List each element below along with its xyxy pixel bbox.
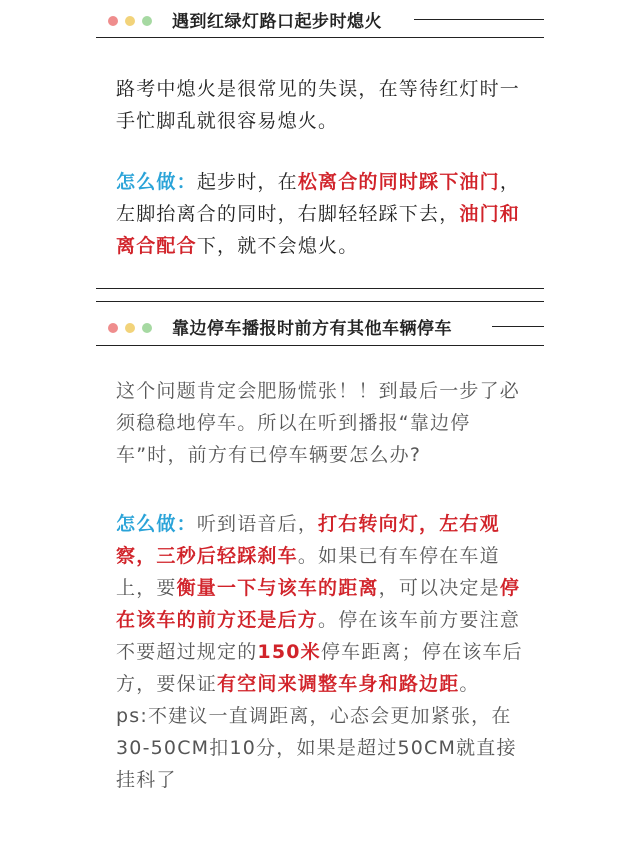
howto-text: 。: [459, 673, 480, 695]
howto-highlight: 150米: [257, 641, 321, 663]
howto-text: 。停在该车前方要注意不要超过规定的: [116, 609, 521, 663]
green-dot-icon: [142, 16, 152, 26]
red-dot-icon: [108, 16, 118, 26]
howto-text: 起步时，在: [196, 171, 298, 193]
section2-underline: [96, 345, 544, 346]
section1-intro: [116, 73, 536, 137]
red-dot-icon: [108, 323, 118, 333]
section1-intro-text: 路考中熄火是很常见的失误，在等待红灯时一手忙脚乱就很容易熄火。: [116, 78, 521, 132]
howto-text: ，可以决定是: [378, 577, 500, 599]
section1-header: [96, 4, 544, 34]
ps-note: ps:不建议一直调距离，心态会更加紧张，在30-50CM扣10分，如果是超过50CM就直接挂科了: [116, 705, 517, 791]
header-divider: [492, 326, 544, 327]
howto-text: 。如果已有车停在车道上，要: [116, 545, 500, 599]
section1-underline: [96, 37, 544, 38]
howto-highlight: 油门和离合配合: [116, 203, 521, 257]
section2-title: 靠边停车播报时前方有其他车辆停车: [172, 319, 452, 339]
howto-label: 怎么做：: [116, 513, 197, 535]
section2-header: [96, 311, 544, 341]
yellow-dot-icon: [125, 323, 135, 333]
section1-howto: [116, 166, 536, 262]
howto-highlight: 打右转向灯，左右观察，三秒后轻踩刹车: [116, 513, 500, 567]
howto-text: ，左脚抬离合的同时，右脚轻轻踩下去，: [116, 171, 521, 225]
section-divider-top: [96, 288, 544, 289]
howto-text: 听到语音后，: [196, 513, 319, 535]
section1-title: 遇到红绿灯路口起步时熄火: [172, 12, 382, 32]
section2-howto: [116, 508, 536, 796]
header-divider: [414, 19, 544, 20]
howto-text: 停车距离；停在该车后方，要保证: [116, 641, 523, 695]
howto-highlight: 松离合的同时踩下油门: [297, 171, 500, 193]
howto-highlight: 有空间来调整车身和路边距: [217, 673, 460, 695]
howto-label: 怎么做：: [116, 171, 197, 193]
section2-intro-text: 这个问题肯定会肥肠慌张！！到最后一步了必须稳稳地停车。所以在听到播报“靠边停车”时，前方有已停车辆要怎么办?: [116, 380, 521, 466]
green-dot-icon: [142, 323, 152, 333]
yellow-dot-icon: [125, 16, 135, 26]
howto-highlight: 衡量一下与该车的距离: [176, 577, 379, 599]
howto-text: 下，就不会熄火。: [196, 235, 359, 257]
section2-intro: [116, 375, 536, 471]
section-divider-bottom: [96, 301, 544, 302]
howto-highlight: 停在该车的前方还是后方: [116, 577, 521, 631]
